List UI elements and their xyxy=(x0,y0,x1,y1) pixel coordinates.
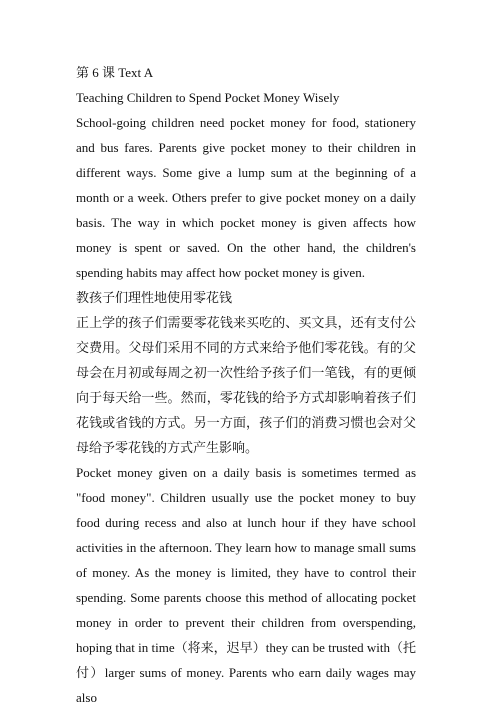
lesson-heading: 第 6 课 Text A xyxy=(76,65,154,80)
document-body xyxy=(76,60,416,710)
paragraph-1-en: School-going children need pocket money for food, stationery and bus fares. Parents give pocket money to their children in different ways. Some give a lump sum at the beginning of a month or a week. Others prefer to give pocket money on a daily basis. The way in which pocket money is given affects how money is spent or saved. On the other hand, the children's spending habits may affect how pocket money is given. xyxy=(76,115,416,280)
article-title-zh: 教孩子们理性地使用零花钱 xyxy=(76,290,233,305)
article-title-en: Teaching Children to Spend Pocket Money Wisely xyxy=(76,90,340,105)
paragraph-1-zh: 正上学的孩子们需要零花钱来买吃的、买文具，还有支付公交费用。父母们采用不同的方式来给予他们零花钱。有的父母会在月初或每周之初一次性给予孩子们一笔钱，有的更倾向于每天给一些。然而，零花钱的给予方式却影响着孩子们花钱或省钱的方式。另一方面，孩子们的消费习惯也会对父母给予零花钱的方式产生影响。 xyxy=(76,315,416,455)
paragraph-2-en: Pocket money given on a daily basis is sometimes termed as "food money". Children usually use the pocket money to buy food during recess and also at lunch hour if they have school activities in the afternoon. They learn how to manage small sums of money. As the money is limited, they have to control their spending. Some parents choose this method of allocating pocket money in order to prevent their children from overspending, hoping that in time（将来，迟早）they can be trusted with（托付）larger sums of money. Parents who earn daily wages may also xyxy=(76,465,416,705)
